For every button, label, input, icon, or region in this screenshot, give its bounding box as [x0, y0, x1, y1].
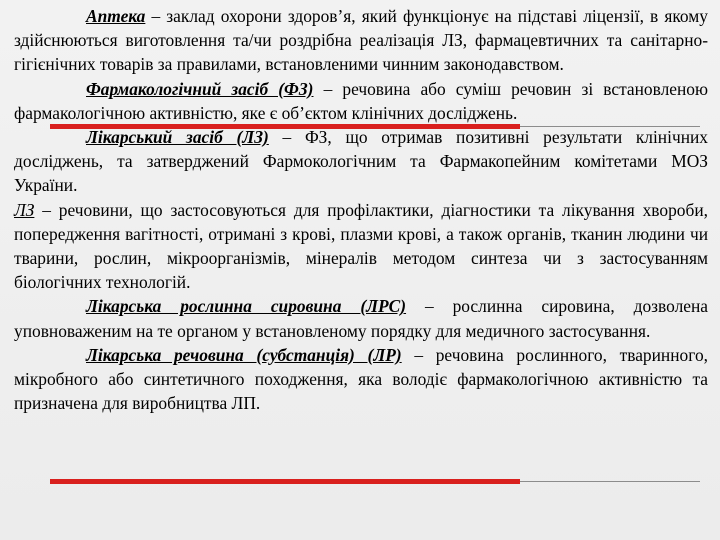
definition-fz [14, 77, 708, 125]
term-fz: Фармакологічний засіб (ФЗ) [86, 78, 314, 99]
definition-fz-text: – речовина або суміш речовин зі встановленою фармакологічною активністю, яке є об’єктом клінічних досліджень. [14, 78, 708, 123]
definition-lr [14, 343, 708, 416]
definition-lz [14, 125, 708, 198]
definition-lz-substances-text: – речовини, що застосовуються для профілактики, діагностики та лікування хвороби, попередження вагітності, отримані з крові, плазми крові, а також органів, тканин людини чи тварини, рослин, мікроорганізмів, мінералів методом синтеза чи з застосуванням біологічних технологій. [14, 199, 708, 293]
term-lrs: Лікарська рослинна сировина (ЛРС) [86, 296, 407, 317]
definition-lrs [14, 294, 708, 342]
definition-lz-text: – ФЗ, що отримав позитивні результати клінічних досліджень, та затверджений Фармокологічним та Фармакопейним комітетами МОЗ України. [14, 127, 709, 196]
decorative-red-rule-bottom [50, 479, 520, 484]
decorative-thin-rule-bottom [520, 481, 700, 482]
term-lz-short: ЛЗ [14, 199, 35, 220]
definition-apteka-text: – заклад охорони здоров’я, який функціонує на підставі ліцензії, в якому здійснюються виготовлення та/чи роздрібна реалізація ЛЗ, фармацевтичних та санітарно-гігієнічних товарів за правилами, встановленими чинним законодавством. [14, 6, 708, 75]
definition-lrs-text: – рослинна сировина, дозволена уповноваженим на те органом у встановленому порядку для медичного застосування. [14, 296, 708, 341]
definition-lr-text: – речовина рослинного, тваринного, мікробного або синтетичного походження, яка володіє фармакологічною активністю та призначена для виробництва ЛП. [14, 344, 708, 414]
definitions-text [14, 4, 708, 415]
definition-lz-substances [14, 198, 708, 295]
term-apteka: Аптека [86, 6, 146, 26]
term-lr: Лікарська речовина (субстанція) (ЛР) [86, 344, 402, 365]
term-lz: Лікарський засіб (ЛЗ) [86, 127, 269, 148]
definition-apteka [14, 4, 708, 77]
